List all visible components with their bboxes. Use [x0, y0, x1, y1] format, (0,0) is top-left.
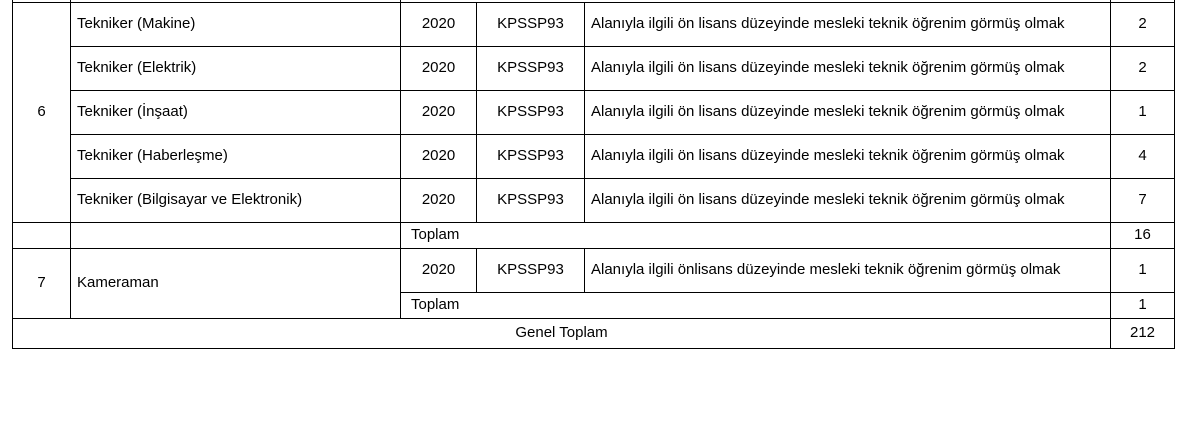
- position-score-type: KPSSP93: [477, 2, 585, 46]
- position-score-type: KPSSP93: [477, 90, 585, 134]
- table-row-subtotal: [13, 222, 1175, 248]
- position-title: Tekniker (Bilgisayar ve Elektronik): [71, 178, 401, 222]
- subtotal-label: Toplam: [401, 292, 1111, 318]
- position-title: Kameraman: [71, 248, 401, 318]
- position-score-type: KPSSP93: [477, 178, 585, 222]
- position-condition: Alanıyla ilgili ön lisans düzeyinde mesleki teknik öğrenim görmüş olmak: [585, 2, 1111, 46]
- subtotal-spacer-title: [71, 222, 401, 248]
- table-row: [13, 2, 1175, 46]
- position-year: 2020: [401, 46, 477, 90]
- table-row: [13, 248, 1175, 292]
- position-count: 1: [1111, 90, 1175, 134]
- position-condition: Alanıyla ilgili ön lisans düzeyinde mesleki teknik öğrenim görmüş olmak: [585, 90, 1111, 134]
- subtotal-count: 1: [1111, 292, 1175, 318]
- position-title: Tekniker (Makine): [71, 2, 401, 46]
- positions-table: [12, 0, 1175, 349]
- table-row-grand-total: [13, 318, 1175, 348]
- table-row: [13, 46, 1175, 90]
- position-year: 2020: [401, 134, 477, 178]
- position-title: Tekniker (Elektrik): [71, 46, 401, 90]
- position-count: 4: [1111, 134, 1175, 178]
- grand-total-label: Genel Toplam: [13, 318, 1111, 348]
- position-count: 2: [1111, 46, 1175, 90]
- position-count: 1: [1111, 248, 1175, 292]
- subtotal-count: 16: [1111, 222, 1175, 248]
- position-title: Tekniker (İnşaat): [71, 90, 401, 134]
- subtotal-label: Toplam: [401, 222, 1111, 248]
- position-title: Tekniker (Haberleşme): [71, 134, 401, 178]
- group-number-6: 6: [13, 2, 71, 222]
- position-condition: Alanıyla ilgili ön lisans düzeyinde mesleki teknik öğrenim görmüş olmak: [585, 178, 1111, 222]
- position-condition: Alanıyla ilgili ön lisans düzeyinde mesleki teknik öğrenim görmüş olmak: [585, 46, 1111, 90]
- position-year: 2020: [401, 178, 477, 222]
- position-year: 2020: [401, 248, 477, 292]
- position-year: 2020: [401, 90, 477, 134]
- position-count: 7: [1111, 178, 1175, 222]
- position-score-type: KPSSP93: [477, 134, 585, 178]
- table-row: [13, 178, 1175, 222]
- table-row: [13, 90, 1175, 134]
- position-count: 2: [1111, 2, 1175, 46]
- group-number-7: 7: [13, 248, 71, 318]
- position-year: 2020: [401, 2, 477, 46]
- position-condition: Alanıyla ilgili ön lisans düzeyinde mesleki teknik öğrenim görmüş olmak: [585, 134, 1111, 178]
- subtotal-spacer-no: [13, 222, 71, 248]
- grand-total-count: 212: [1111, 318, 1175, 348]
- table-row: [13, 134, 1175, 178]
- position-score-type: KPSSP93: [477, 46, 585, 90]
- position-score-type: KPSSP93: [477, 248, 585, 292]
- position-condition: Alanıyla ilgili önlisans düzeyinde mesleki teknik öğrenim görmüş olmak: [585, 248, 1111, 292]
